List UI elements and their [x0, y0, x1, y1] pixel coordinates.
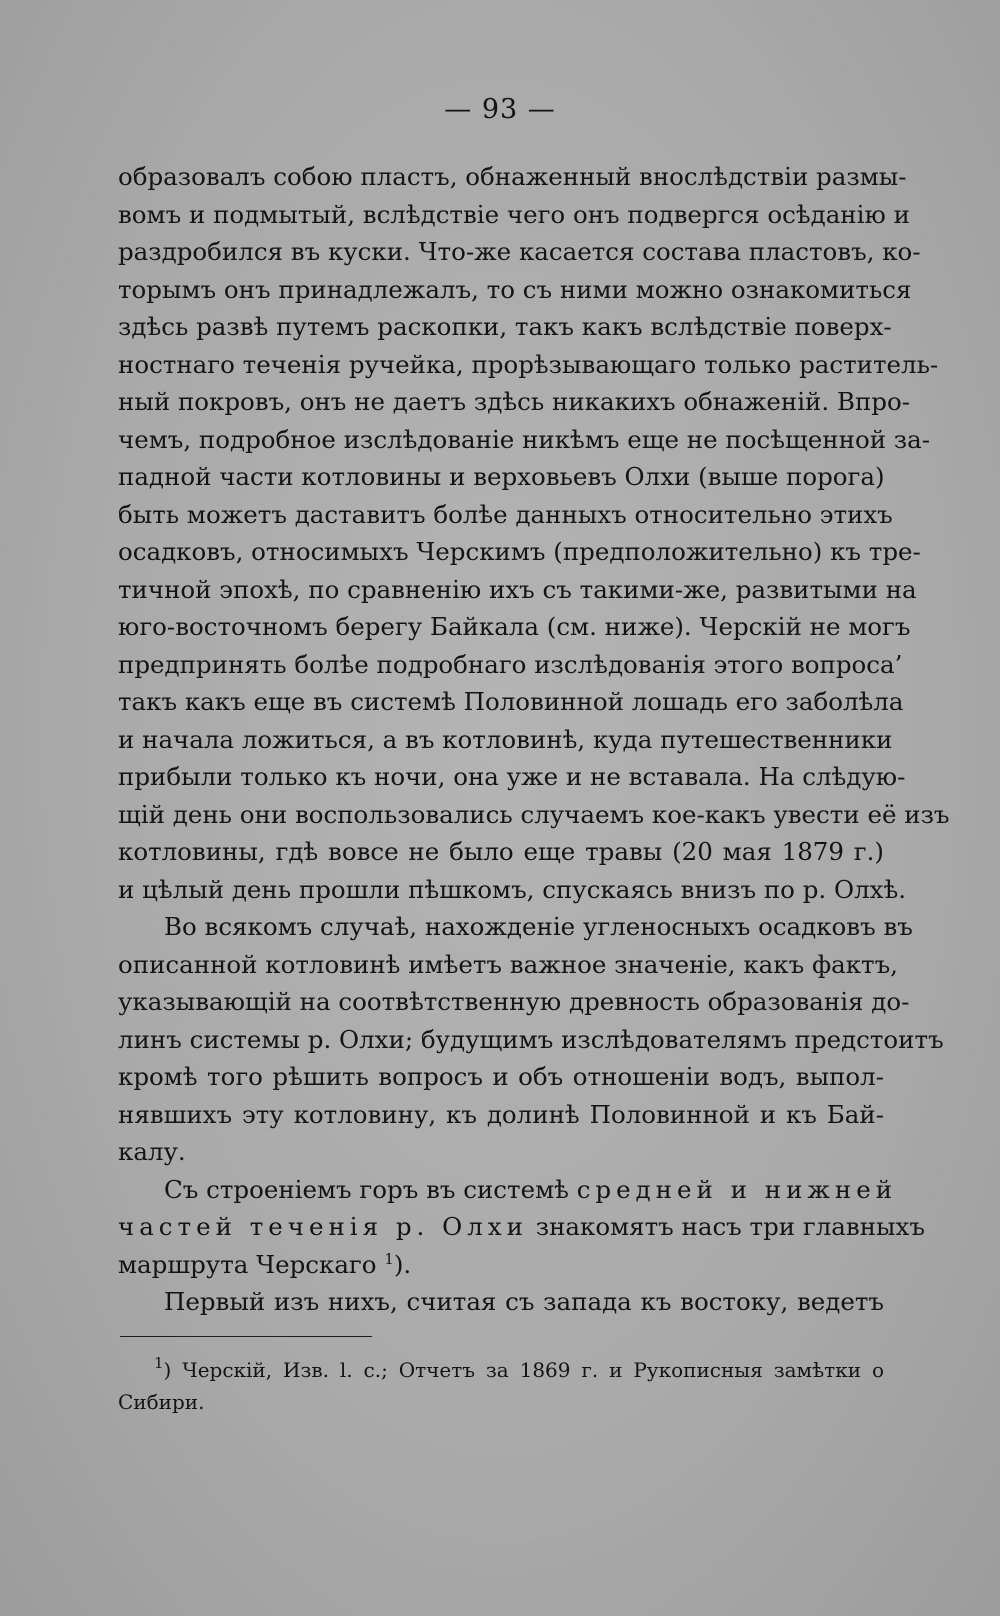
- text-line: падной части котловины и верховьевъ Олхи (выше порога): [118, 462, 885, 491]
- footnotes: [118, 1354, 884, 1418]
- emphasis-spaced-text: средней и нижней: [576, 1174, 898, 1204]
- text-segment: Съ строеніемъ горъ въ системѣ: [164, 1174, 577, 1204]
- footnote-text: ) Черскій, Изв. l. с.; Отчетъ за 1869 г. и Рукописныя замѣтки о: [163, 1358, 884, 1382]
- text-line: нявшихъ эту котловину, къ долинѣ Половинной и къ Бай-: [118, 1099, 884, 1129]
- text-line: осадковъ, относимыхъ Черскимъ (предположительно) къ тре-: [118, 537, 921, 566]
- text-line: и цѣлый день прошли пѣшкомъ, спускаясь внизъ по р. Олхѣ.: [118, 874, 907, 904]
- text-line: юго-восточномъ берегу Байкала (см. ниже). Черскій не могъ: [118, 612, 911, 641]
- text-line: прибыли только къ ночи, она уже и не вставала. На слѣдую-: [118, 762, 906, 791]
- text-line: ностнаго теченія ручейка, прорѣзывающаго только раститель-: [118, 349, 939, 379]
- text-line: [118, 1208, 925, 1246]
- text-line: ный покровъ, онъ не даетъ здѣсь никакихъ обнаженій. Впро-: [118, 387, 910, 416]
- text-line: [118, 1246, 884, 1284]
- text-line: торымъ онъ принадлежалъ, то съ ними можно ознакомиться: [118, 274, 912, 304]
- page-number: — 93 —: [444, 94, 556, 125]
- text-line: Во всякомъ случаѣ, нахожденіе угленосныхъ осадковъ въ: [164, 912, 913, 941]
- text-segment: маршрута Черскаго: [118, 1249, 385, 1279]
- text-line: Первый изъ нихъ, считая съ запада къ востоку, ведетъ: [164, 1287, 884, 1316]
- text-line: быть можетъ даставитъ болѣе данныхъ относительно этихъ: [118, 499, 893, 529]
- text-line: котловины, гдѣ вовсе не было еще травы (20 мая 1879 г.): [118, 837, 884, 866]
- text-line: и начала ложиться, а въ котловинѣ, куда путешественники: [118, 724, 893, 754]
- footnote-reference: 1: [384, 1249, 394, 1268]
- text-line: щій день они воспользовались случаемъ кое-какъ увести её изъ: [118, 799, 950, 829]
- text-line: образовалъ собою пластъ, обнаженный вноcлѣдствіи размы-: [118, 162, 907, 191]
- text-line: такъ какъ еще въ системѣ Половинной лошадь его заболѣла: [118, 687, 904, 716]
- text-segment: ).: [393, 1249, 412, 1279]
- text-line: [118, 1171, 898, 1209]
- text-line: тичной эпохѣ, по сравненію ихъ съ такими-же, развитыми на: [118, 574, 917, 604]
- text-line: описанной котловинѣ имѣетъ важное значеніе, какъ фактъ,: [118, 949, 898, 979]
- text-line: здѣсь развѣ путемъ раскопки, такъ какъ вслѣдствіе поверх-: [118, 312, 892, 341]
- main-text: [118, 158, 950, 1321]
- footnote-line: [118, 1354, 884, 1386]
- text-segment: знакомятъ насъ три главныхъ: [527, 1212, 925, 1241]
- text-line: указывающій на соотвѣтственную древность образованія до-: [118, 987, 910, 1016]
- footnote-marker: 1: [154, 1354, 164, 1372]
- text-line: чемъ, подробное изслѣдованіе никѣмъ еще не посѣщенной за-: [118, 424, 931, 454]
- text-line: кромѣ того рѣшить вопросъ и объ отношеніи водъ, выпол-: [118, 1062, 884, 1091]
- footnote-divider: [120, 1336, 372, 1337]
- text-line: предпринять болѣе подробнаго изслѣдованія этого вопроса’: [118, 649, 903, 679]
- text-line: вомъ и подмытый, вслѣдствіе чего онъ подвергся осѣданію и: [118, 199, 910, 229]
- text-line: раздробился въ куски. Что-же касается состава пластовъ, ко-: [118, 237, 921, 266]
- emphasis-spaced-text: частей теченія р. Олхи: [118, 1212, 528, 1241]
- text-line: линъ системы р. Олхи; будущимъ изслѣдователямъ предстоитъ: [118, 1024, 944, 1054]
- text-line: калу.: [118, 1137, 186, 1166]
- footnote-line: Сибири.: [118, 1390, 205, 1414]
